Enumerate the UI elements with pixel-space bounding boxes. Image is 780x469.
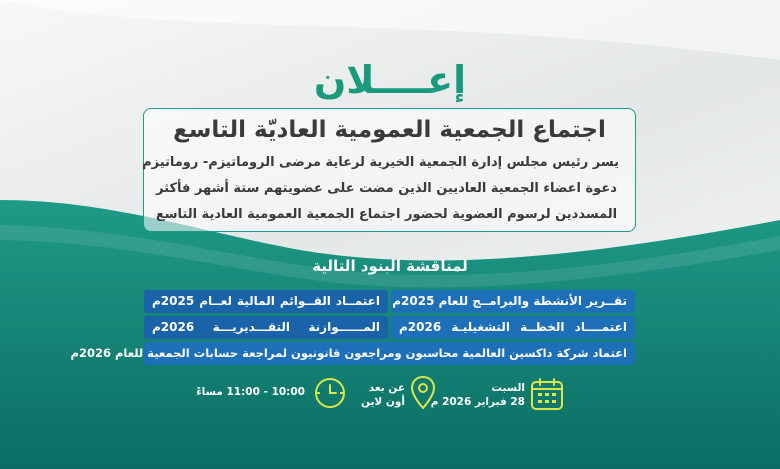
meeting-time: 10:00 - 11:00 مساءً xyxy=(196,386,305,398)
meeting-day: السبت xyxy=(491,382,525,394)
announcement-box xyxy=(143,108,636,232)
location-pin-icon xyxy=(409,375,437,411)
body-line-3: المسددين لرسوم العضوية لحضور اجتماع الجمعية العمومية العادية التاسع xyxy=(155,207,618,222)
agenda-item-activities-report: تقــرير الأنشطة والبرامــج للعام 2025م xyxy=(391,290,635,313)
meeting-heading: اجتماع الجمعية العمومية العاديّة التاسع xyxy=(173,117,606,143)
body-line-1: يسر رئيس مجلس إدارة الجمعية الخيرية لرعاية مرضى الروماتيزم- روماتيزم xyxy=(142,155,619,170)
clock-icon xyxy=(313,376,347,410)
location-online: أون لاين xyxy=(361,396,405,408)
agenda-item-operational-plan: اعتمــــاد الخطــة التشغيليـة 2026م xyxy=(391,316,635,339)
location-remote: عن بعد xyxy=(368,382,405,394)
body-line-2: دعوة اعضاء الجمعية العاديين الذين مضت على عضويتهم ستة أشهر فأكثر xyxy=(156,181,617,196)
agenda-item-financial-statements: اعتمــاد القــوائم المالية لعــام 2025م xyxy=(144,290,388,313)
meeting-date: 28 فبراير 2026 م xyxy=(430,396,525,408)
background-soft-fold xyxy=(0,0,780,60)
calendar-icon xyxy=(530,377,564,411)
announcement-title: إعــــلان xyxy=(313,58,467,102)
agenda-item-budget: المــــــوازنة التقـــديريـــة 2026م xyxy=(144,316,388,339)
agenda-heading: لمناقشة البنود التالية xyxy=(312,257,468,275)
agenda-item-auditor-approval: اعتماد شركة داكسين العالمية محاسبون ومراجعون قانونيون لمراجعة حسابات الجمعية للعام 2026م xyxy=(144,342,635,365)
